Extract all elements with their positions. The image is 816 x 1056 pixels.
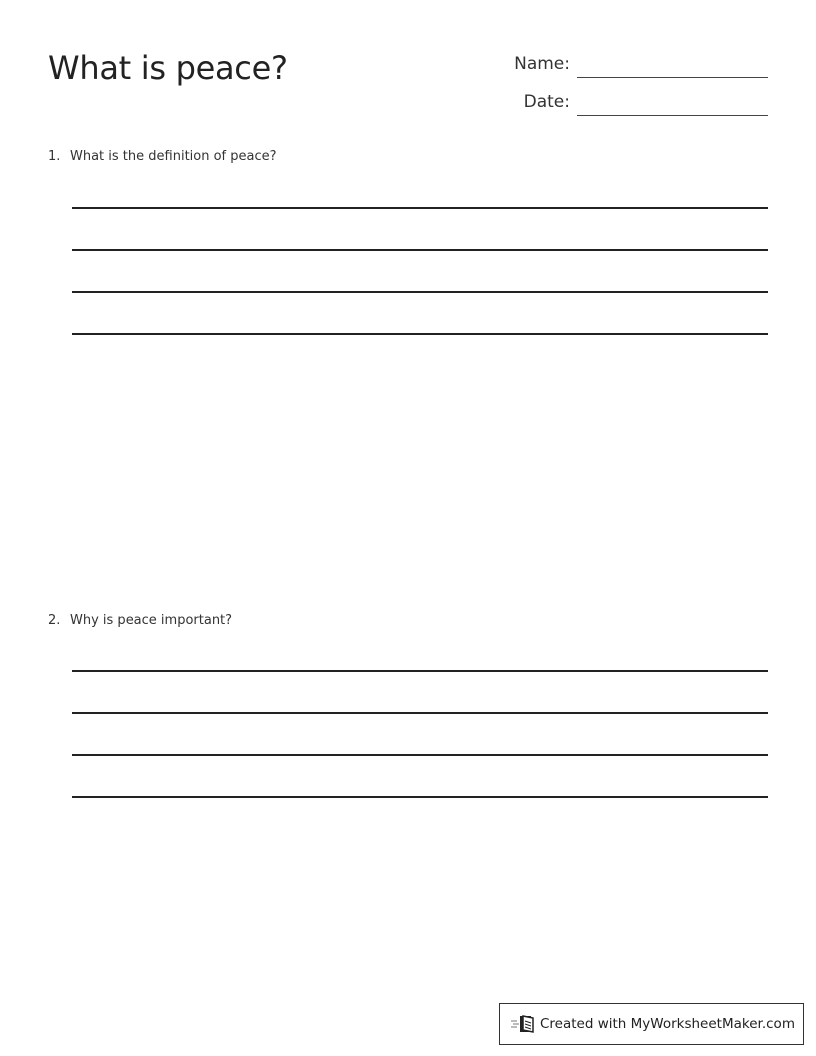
question-text: Why is peace important? — [70, 613, 233, 628]
footer-text[interactable]: Created with MyWorksheetMaker.com — [540, 1016, 795, 1032]
question-text: What is the definition of peace? — [70, 149, 277, 164]
date-input-line[interactable] — [577, 115, 768, 116]
question-2 — [48, 612, 232, 630]
answer-line-2-2[interactable] — [72, 712, 768, 714]
answer-line-1-1[interactable] — [72, 207, 768, 209]
footer-badge[interactable] — [499, 1003, 804, 1045]
date-field[interactable] — [500, 90, 768, 114]
answer-line-1-4[interactable] — [72, 333, 768, 335]
name-input-line[interactable] — [577, 77, 768, 78]
worksheet-logo-icon — [510, 1013, 536, 1035]
name-label: Name: — [514, 54, 570, 74]
answer-line-1-2[interactable] — [72, 249, 768, 251]
question-number: 1. — [48, 149, 61, 164]
question-1 — [48, 148, 277, 166]
name-field[interactable] — [500, 52, 768, 76]
page-title: What is peace? — [48, 49, 288, 87]
answer-line-2-4[interactable] — [72, 796, 768, 798]
question-number: 2. — [48, 613, 61, 628]
answer-line-2-1[interactable] — [72, 670, 768, 672]
answer-line-2-3[interactable] — [72, 754, 768, 756]
answer-line-1-3[interactable] — [72, 291, 768, 293]
date-label: Date: — [523, 92, 570, 112]
